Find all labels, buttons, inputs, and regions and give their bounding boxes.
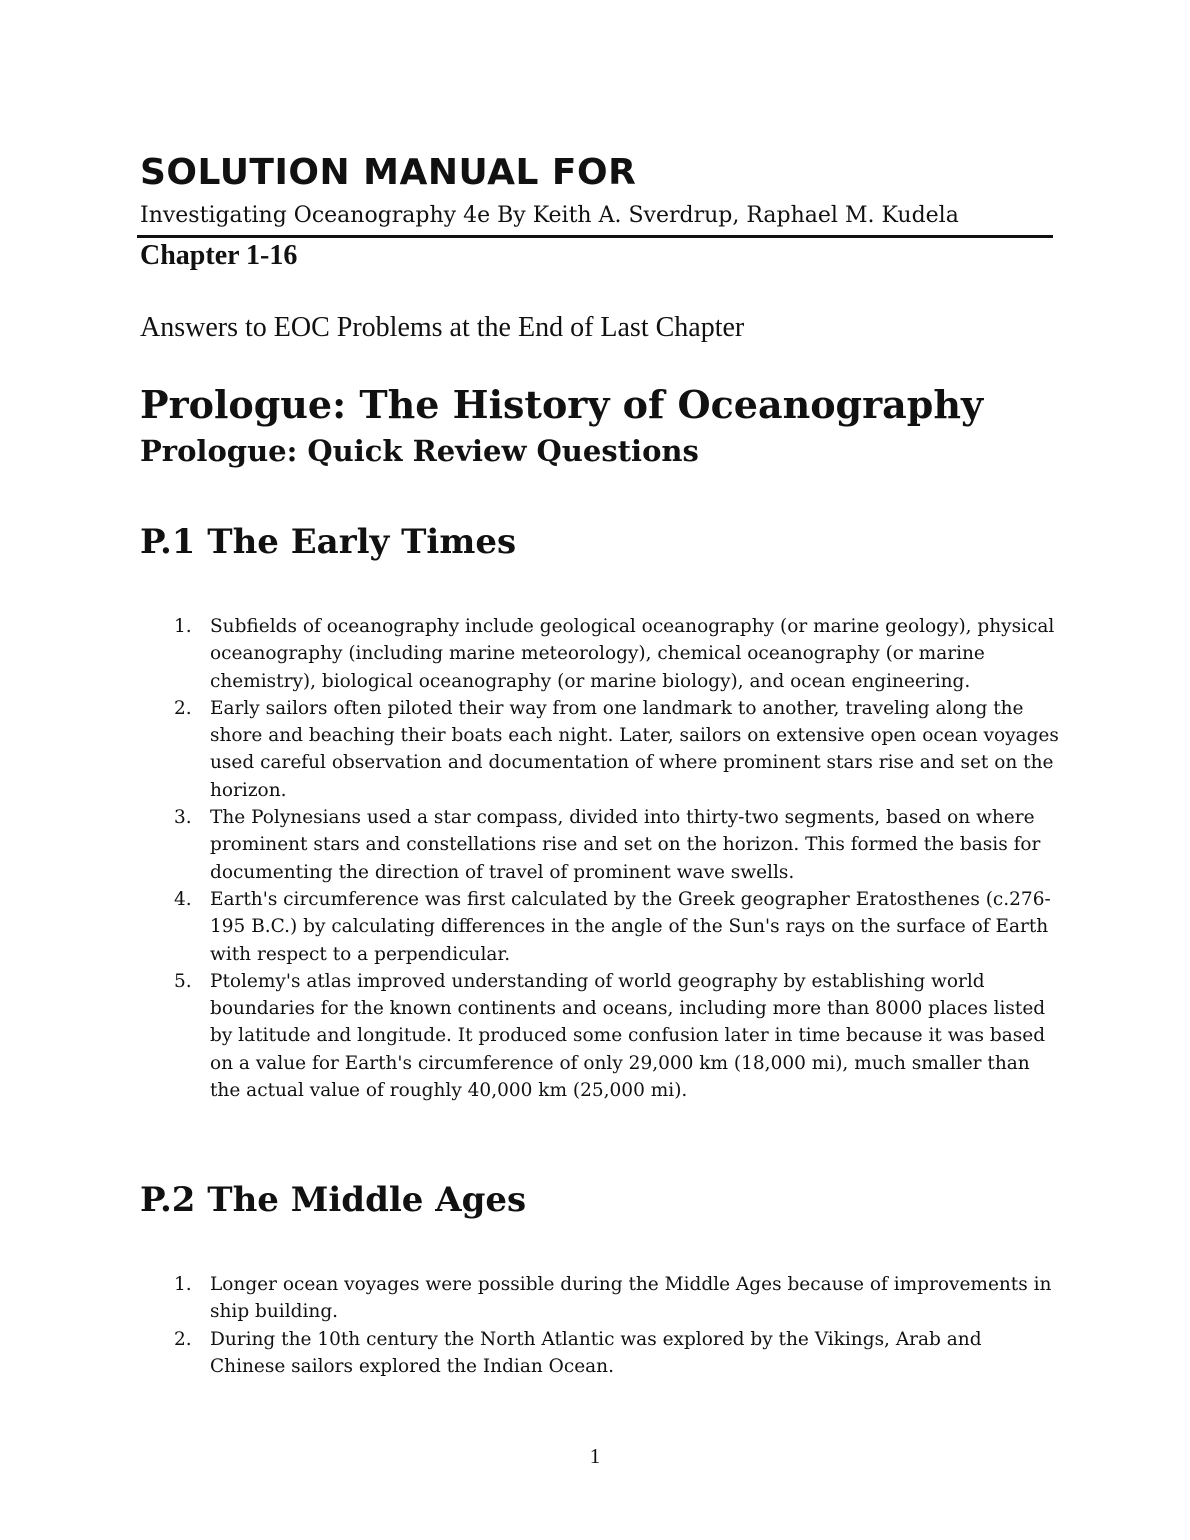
list-item — [140, 1271, 1060, 1326]
list-item — [140, 695, 1060, 804]
title-divider — [137, 235, 1053, 238]
prologue-subtitle: Prologue: Quick Review Questions — [140, 434, 699, 468]
item-text: During the 10th century the North Atlantic was explored by the Vikings, Arab and Chinese sailors explored the Indian Ocean. — [210, 1328, 982, 1377]
item-text: Early sailors often piloted their way from one landmark to another, traveling along the shore and beaching their boats each night. Later, sailors on extensive open ocean voyages used careful observation and documentation of where prominent stars rise and set on the horizon. — [210, 697, 1059, 801]
item-number: 2. — [174, 697, 192, 719]
item-number: 4. — [174, 888, 192, 910]
list-item — [140, 968, 1060, 1104]
item-number: 3. — [174, 807, 192, 829]
chapter-range: Chapter 1-16 — [140, 240, 298, 271]
prologue-title: Prologue: The History of Oceanography — [140, 382, 984, 427]
middle-ages-question-list — [140, 1271, 1060, 1380]
page-number: 1 — [589, 1444, 601, 1468]
section-heading-early-times: P.1 The Early Times — [140, 522, 517, 562]
item-text: Ptolemy's atlas improved understanding of world geography by establishing world boundaries for the known continents and oceans, including more than 8000 places listed by latitude and longitude. It produced some confusion later in time because it was based on a value for Earth's circumference of only 29,000 km (18,000 mi), much smaller than the actual value of roughly 40,000 km (25,000 mi). — [210, 970, 1046, 1102]
section-heading-middle-ages: P.2 The Middle Ages — [140, 1180, 527, 1220]
item-text: Subfields of oceanography include geological oceanography (or marine geology), physical oceanography (including marine meteorology), chemical oceanography (or marine chemistry), biological oceanography (or marine biology), and ocean engineering. — [210, 616, 1055, 692]
item-number: 5. — [174, 970, 192, 992]
item-text: The Polynesians used a star compass, divided into thirty-two segments, based on where prominent stars and constellations rise and set on the horizon. This formed the basis for documenting the direction of travel of prominent wave swells. — [210, 807, 1041, 883]
item-text: Longer ocean voyages were possible during the Middle Ages because of improvements in ship building. — [210, 1274, 1052, 1323]
answers-note: Answers to EOC Problems at the End of Last Chapter — [140, 312, 745, 343]
item-number: 1. — [174, 616, 192, 637]
list-item — [140, 1326, 1060, 1381]
book-title-line: Investigating Oceanography 4e By Keith A. Sverdrup, Raphael M. Kudela — [140, 203, 959, 228]
item-number: 2. — [174, 1328, 192, 1350]
item-text: Earth's circumference was first calculated by the Greek geographer Eratosthenes (c.276-195 B.C.) by calculating differences in the angle of the Sun's rays on the surface of Earth with respect to a perpendicular. — [210, 888, 1051, 965]
list-item — [140, 804, 1060, 886]
list-item — [140, 886, 1060, 968]
item-number: 1. — [174, 1274, 192, 1295]
main-title: SOLUTION MANUAL FOR — [140, 152, 637, 193]
early-times-question-list — [140, 613, 1060, 1104]
list-item — [140, 613, 1060, 695]
